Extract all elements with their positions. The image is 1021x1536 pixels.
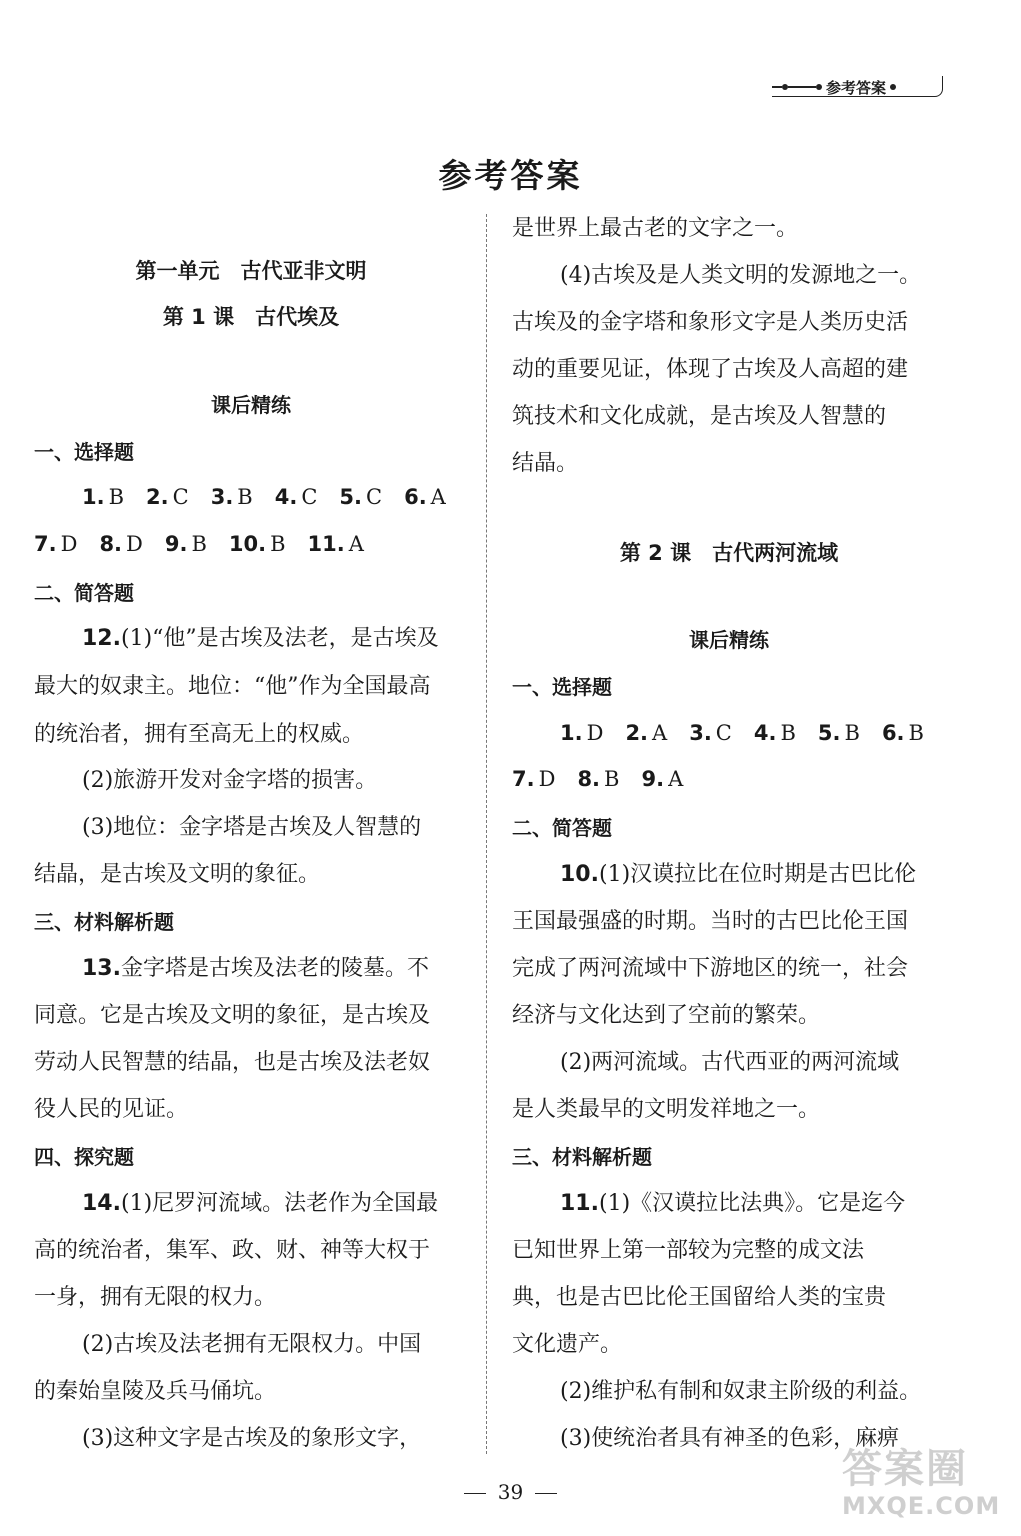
answer-line xyxy=(560,860,916,890)
answer-line: 是人类最早的文明发祥地之一。 xyxy=(512,1097,821,1122)
choice-letter: C xyxy=(366,485,383,509)
section-heading: 二、简答题 xyxy=(34,581,134,605)
choice-letter: A xyxy=(348,532,364,556)
choice-number: 8. xyxy=(577,767,601,791)
choice-number: 5. xyxy=(817,721,841,745)
answer-line: (3)地位：金字塔是古埃及人智慧的 xyxy=(82,815,422,840)
choice-number: 9. xyxy=(164,532,188,556)
page-number-text: 39 xyxy=(497,1480,524,1504)
answer-line: 同意。它是古埃及文明的象征，是古埃及 xyxy=(34,1003,431,1028)
question-number: 12. xyxy=(82,626,121,651)
answer-row xyxy=(82,485,468,509)
header-tag-text: 参考答案 xyxy=(826,78,887,97)
answer-row xyxy=(560,721,946,745)
column-divider xyxy=(486,214,487,1454)
choice-letter: B xyxy=(780,721,796,745)
section-heading: 四、探究题 xyxy=(34,1145,134,1169)
answer-text: (1)“他”是古埃及法老，是古埃及 xyxy=(120,626,439,651)
answer-line: 筑技术和文化成就，是古埃及人智慧的 xyxy=(512,404,887,429)
choice-letter: B xyxy=(237,485,253,509)
choice-answer xyxy=(641,767,683,791)
section-heading: 一、选择题 xyxy=(512,675,612,699)
question-number: 10. xyxy=(560,862,599,887)
answer-line: 文化遗产。 xyxy=(512,1332,623,1357)
choice-answer xyxy=(165,532,207,556)
answer-line: (2)两河流域。古代西亚的两河流域 xyxy=(560,1050,900,1075)
answer-line: 结晶，是古埃及文明的象征。 xyxy=(34,862,321,887)
answer-line: 最大的奴隶主。地位：“他”作为全国最高 xyxy=(34,674,431,699)
answer-text: 金字塔是古埃及法老的陵墓。不 xyxy=(120,956,429,981)
answer-line: 高的统治者，集军、政、财、神等大权于 xyxy=(34,1238,431,1263)
answer-line: 是世界上最古老的文字之一。 xyxy=(512,216,799,241)
header-tag-frame xyxy=(772,76,943,97)
choice-answer xyxy=(818,721,860,745)
choice-answer xyxy=(404,485,446,509)
choice-answer xyxy=(339,485,382,509)
choice-letter: B xyxy=(108,485,125,509)
answer-line: 动的重要见证，体现了古埃及人高超的建 xyxy=(512,357,909,382)
choice-answer xyxy=(577,767,619,791)
answer-line: (2)古埃及法老拥有无限权力。中国 xyxy=(82,1332,422,1357)
choice-number: 6. xyxy=(881,721,905,745)
choice-answer xyxy=(275,485,318,509)
choice-answer xyxy=(82,485,124,509)
answer-line: 典，也是古巴比伦王国留给人类的宝贵 xyxy=(512,1285,887,1310)
practice-heading: 课后精练 xyxy=(211,393,291,417)
answer-row xyxy=(512,767,705,791)
page-title: 参考答案 xyxy=(438,156,583,195)
answer-line: 经济与文化达到了空前的繁荣。 xyxy=(512,1003,821,1028)
answer-line xyxy=(82,1189,438,1219)
choice-letter: D xyxy=(586,721,604,745)
answer-line: 王国最强盛的时期。当时的古巴比伦王国 xyxy=(512,909,909,934)
answer-line: (2)旅游开发对金字塔的损害。 xyxy=(82,768,378,793)
question-number: 11. xyxy=(560,1191,599,1216)
choice-letter: B xyxy=(908,721,924,745)
choice-number: 4. xyxy=(274,485,298,509)
answer-line: 的统治者，拥有至高无上的权威。 xyxy=(34,722,365,747)
choice-letter: D xyxy=(60,532,78,556)
choice-number: 10. xyxy=(228,532,267,556)
choice-letter: A xyxy=(430,485,446,509)
lesson-title: 第 1 课 古代埃及 xyxy=(162,305,340,329)
choice-answer xyxy=(689,721,732,745)
answer-line: (3)使统治者具有神圣的色彩，麻痹 xyxy=(560,1426,900,1451)
choice-number: 1. xyxy=(82,485,105,509)
answer-text: (1)汉谟拉比在位时期是古巴比伦 xyxy=(598,862,917,887)
answer-line: 的秦始皇陵及兵马俑坑。 xyxy=(34,1379,277,1404)
section-heading: 三、材料解析题 xyxy=(34,910,174,934)
choice-letter: A xyxy=(652,721,668,745)
choice-answer xyxy=(754,721,796,745)
answer-line xyxy=(560,1189,905,1219)
choice-letter: B xyxy=(191,532,207,556)
choice-answer xyxy=(34,532,77,556)
answer-line xyxy=(82,624,439,654)
answer-text: (1)《汉谟拉比法典》。它是迄今 xyxy=(598,1191,906,1216)
choice-number: 1. xyxy=(560,721,583,745)
choice-letter: D xyxy=(538,767,556,791)
question-number: 13. xyxy=(82,956,121,981)
choice-letter: C xyxy=(301,485,318,509)
choice-answer xyxy=(308,532,364,556)
answer-row xyxy=(34,532,386,556)
answer-line: 劳动人民智慧的结晶，也是古埃及法老奴 xyxy=(34,1050,431,1075)
choice-number: 11. xyxy=(307,532,345,556)
unit-title: 第一单元 古代亚非文明 xyxy=(135,259,367,283)
choice-answer xyxy=(560,721,603,745)
choice-answer xyxy=(211,485,253,509)
answer-line: (3)这种文字是古埃及的象形文字， xyxy=(82,1426,422,1451)
question-number: 14. xyxy=(82,1191,121,1216)
page-number-dash xyxy=(464,1493,486,1494)
choice-number: 3. xyxy=(210,485,234,509)
choice-letter: B xyxy=(270,532,286,556)
choice-number: 5. xyxy=(339,485,362,509)
answer-line: 完成了两河流域中下游地区的统一，社会 xyxy=(512,956,909,981)
answer-line: 古埃及的金字塔和象形文字是人类历史活 xyxy=(512,310,909,335)
choice-number: 9. xyxy=(641,767,665,791)
choice-letter: C xyxy=(715,721,732,745)
choice-answer xyxy=(882,721,924,745)
page-number-dash xyxy=(535,1493,557,1494)
choice-letter: B xyxy=(844,721,860,745)
answer-line: (4)古埃及是人类文明的发源地之一。 xyxy=(560,263,922,288)
choice-number: 2. xyxy=(625,721,649,745)
practice-heading: 课后精练 xyxy=(689,628,769,652)
choice-letter: A xyxy=(668,767,684,791)
choice-number: 3. xyxy=(689,721,712,745)
choice-answer xyxy=(229,532,286,556)
section-heading: 一、选择题 xyxy=(34,440,134,464)
choice-letter: D xyxy=(126,532,143,556)
answer-text: (1)尼罗河流域。法老作为全国最 xyxy=(120,1191,439,1216)
answer-line: 一身，拥有无限的权力。 xyxy=(34,1285,277,1310)
answer-line: 役人民的见证。 xyxy=(34,1097,189,1122)
answer-line: 已知世界上第一部较为完整的成文法 xyxy=(512,1238,865,1263)
choice-answer xyxy=(146,485,189,509)
choice-number: 2. xyxy=(146,485,169,509)
watermark-text: 答案圈 xyxy=(842,1446,968,1492)
answer-line: (2)维护私有制和奴隶主阶级的利益。 xyxy=(560,1379,922,1404)
watermark-url: MXQE.COM xyxy=(842,1492,1001,1520)
choice-number: 7. xyxy=(512,767,535,791)
watermark xyxy=(842,1446,1018,1526)
lesson-title: 第 2 课 古代两河流域 xyxy=(619,541,839,565)
answer-line: 结晶。 xyxy=(512,451,579,476)
answer-line xyxy=(82,954,429,984)
section-heading: 二、简答题 xyxy=(512,816,612,840)
section-heading: 三、材料解析题 xyxy=(512,1145,652,1169)
choice-number: 6. xyxy=(404,485,427,509)
header-tag xyxy=(772,76,944,98)
choice-answer xyxy=(625,721,667,745)
choice-number: 7. xyxy=(34,532,57,556)
choice-letter: C xyxy=(172,485,189,509)
choice-number: 8. xyxy=(99,532,123,556)
choice-answer xyxy=(99,532,142,556)
choice-answer xyxy=(512,767,555,791)
choice-number: 4. xyxy=(753,721,777,745)
choice-letter: B xyxy=(604,767,620,791)
